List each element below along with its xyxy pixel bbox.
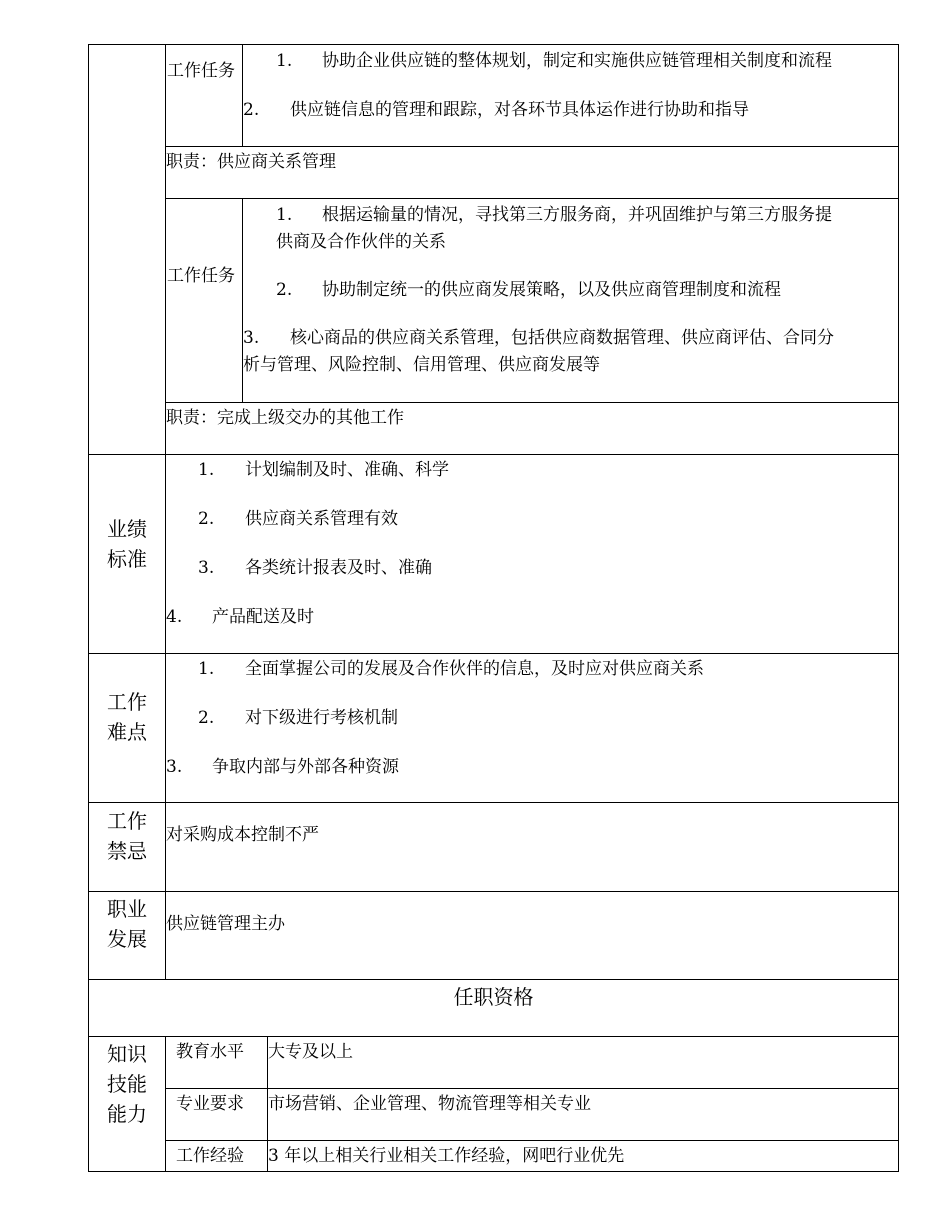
table-border-bottom bbox=[88, 1171, 899, 1172]
performance-item: 产品配送及时 bbox=[212, 607, 314, 627]
list-number: 1. bbox=[276, 51, 293, 71]
list-number: 3. bbox=[243, 328, 260, 348]
list-number: 3. bbox=[198, 558, 215, 578]
task-item-continued: 析与管理、风险控制、信用管理、供应商发展等 bbox=[243, 355, 600, 375]
difficulty-item: 全面掌握公司的发展及合作伙伴的信息，及时应对供应商关系 bbox=[245, 659, 704, 679]
table-border-top bbox=[88, 44, 899, 45]
duty-heading: 职责：供应商关系管理 bbox=[166, 152, 336, 172]
qualifications-title: 任职资格 bbox=[453, 985, 534, 1009]
row-divider bbox=[88, 979, 899, 980]
row-divider bbox=[88, 891, 899, 892]
duty-heading: 职责：完成上级交办的其他工作 bbox=[166, 408, 404, 428]
row-divider bbox=[165, 198, 899, 199]
task-item: 供应链信息的管理和跟踪，对各环节具体运作进行协助和指导 bbox=[290, 100, 749, 120]
row-divider bbox=[165, 1140, 899, 1141]
qualification-key: 工作经验 bbox=[176, 1146, 244, 1166]
task-item: 协助企业供应链的整体规划，制定和实施供应链管理相关制度和流程 bbox=[322, 51, 832, 71]
qualification-key: 教育水平 bbox=[176, 1042, 244, 1062]
row-divider bbox=[88, 653, 899, 654]
row-divider bbox=[88, 1036, 899, 1037]
column-divider bbox=[242, 44, 243, 147]
row-divider bbox=[165, 146, 899, 147]
difficulty-item: 对下级进行考核机制 bbox=[245, 708, 398, 728]
qualification-value: 市场营销、企业管理、物流管理等相关专业 bbox=[268, 1094, 591, 1114]
qualification-key: 专业要求 bbox=[176, 1094, 244, 1114]
row-divider bbox=[88, 454, 899, 455]
task-label: 工作任务 bbox=[167, 61, 235, 81]
list-number: 2. bbox=[276, 280, 293, 300]
task-item-continued: 供商及合作伙伴的关系 bbox=[276, 232, 446, 252]
taboo-text: 对采购成本控制不严 bbox=[166, 825, 319, 845]
qualifications-label: 知识技能能力 bbox=[107, 1042, 147, 1126]
difficulty-item: 争取内部与外部各种资源 bbox=[212, 757, 399, 777]
row-divider bbox=[88, 802, 899, 803]
task-item: 核心商品的供应商关系管理，包括供应商数据管理、供应商评估、合同分 bbox=[290, 328, 834, 348]
list-number: 1. bbox=[198, 460, 215, 480]
list-number: 2. bbox=[198, 509, 215, 529]
table-border-right bbox=[898, 44, 899, 1172]
qualification-value: 3 年以上相关行业相关工作经验，网吧行业优先 bbox=[268, 1146, 625, 1166]
task-label: 工作任务 bbox=[167, 266, 235, 286]
performance-item: 计划编制及时、准确、科学 bbox=[245, 460, 449, 480]
row-divider bbox=[165, 1088, 899, 1089]
performance-label: 业绩标准 bbox=[107, 517, 147, 571]
list-number: 2. bbox=[198, 708, 215, 728]
qualification-value: 大专及以上 bbox=[268, 1042, 353, 1062]
performance-item: 供应商关系管理有效 bbox=[245, 509, 398, 529]
list-number: 1. bbox=[198, 659, 215, 679]
list-number: 3. bbox=[166, 757, 183, 777]
career-text: 供应链管理主办 bbox=[166, 914, 285, 934]
performance-item: 各类统计报表及时、准确 bbox=[245, 558, 432, 578]
task-item: 根据运输量的情况，寻找第三方服务商，并巩固维护与第三方服务提 bbox=[322, 205, 832, 225]
difficulties-label: 工作难点 bbox=[107, 690, 147, 744]
row-divider bbox=[165, 402, 899, 403]
list-number: 1. bbox=[276, 205, 293, 225]
column-divider bbox=[165, 1036, 166, 1172]
task-item: 协助制定统一的供应商发展策略，以及供应商管理制度和流程 bbox=[322, 280, 781, 300]
list-number: 4. bbox=[166, 607, 183, 627]
career-label: 职业发展 bbox=[107, 897, 147, 951]
taboo-label: 工作禁忌 bbox=[107, 809, 147, 863]
list-number: 2. bbox=[243, 100, 260, 120]
